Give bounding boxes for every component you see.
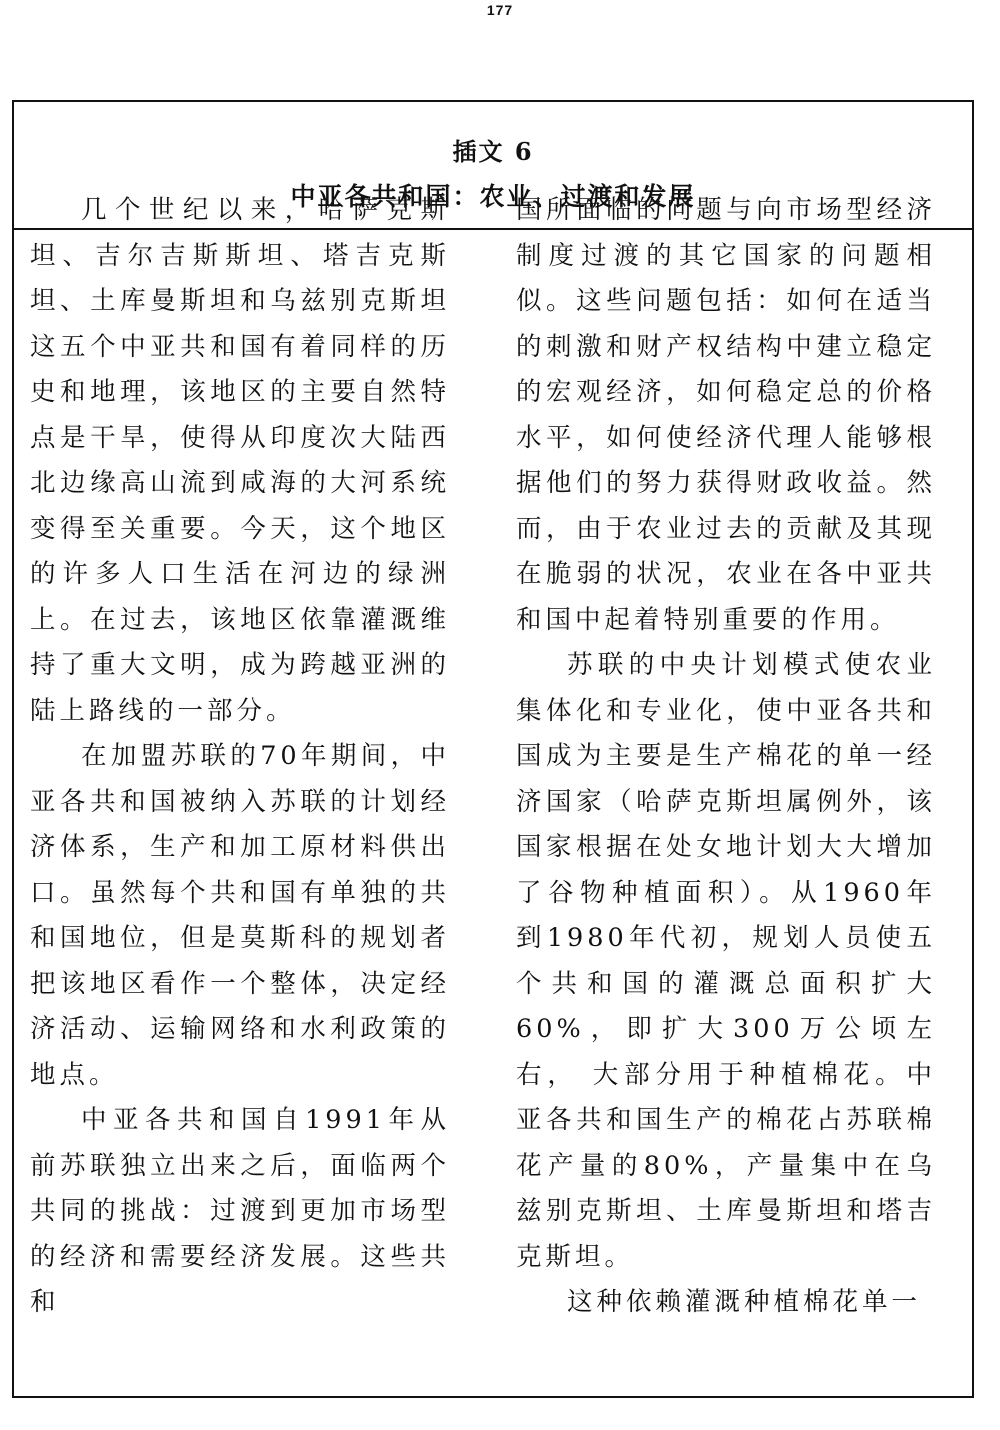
paragraph: 中亚各共和国自1991年从前苏联独立出来之后，面临两个共同的挑战：过渡到更加市场型的经济和需要经济发展。这些共和	[30, 1105, 450, 1317]
paragraph: 在加盟苏联的70年期间，中亚各共和国被纳入苏联的计划经济体系，生产和加工原材料供出口。虽然每个共和国有单独的共和国地位，但是莫斯科的规划者把该地区看作一个整体，决定经济活动、运输网络和水利政策的地点。	[30, 741, 450, 1090]
right-column	[516, 188, 936, 1326]
paragraph: 几个世纪以来，哈萨克斯坦、吉尔吉斯斯坦、塔吉克斯坦、土库曼斯坦和乌兹别克斯坦这五个中亚共和国有着同样的历史和地理，该地区的主要自然特点是干旱，使得从印度次大陆西北边缘高山流到咸海的大河系统变得至关重要。今天，这个地区的许多人口生活在河边的绿洲上。在过去，该地区依靠灌溉维持了重大文明，成为跨越亚洲的陆上路线的一部分。	[30, 195, 450, 726]
page-number: 177	[486, 2, 514, 18]
paragraph: 苏联的中央计划模式使农业集体化和专业化，使中亚各共和国成为主要是生产棉花的单一经济国家（哈萨克斯坦属例外，该国家根据在处女地计划大大增加了谷物种植面积）。从1960年到1980年代初，规划人员使五个共和国的灌溉总面积扩大60%，即扩大300万公顷左右， 大部分用于种植棉花。中亚各共和国生产的棉花占苏联棉花产量的80%，产量集中在乌兹别克斯坦、土库曼斯坦和塔吉克斯坦。	[516, 650, 936, 1272]
box-label: 插文 6	[452, 137, 534, 166]
box-title: 中亚各共和国：农业、过渡和发展	[290, 182, 696, 211]
paragraph: 这种依赖灌溉种植棉花单一	[567, 1287, 922, 1317]
paragraph-continued: 国所面临的问题与向市场型经济制度过渡的其它国家的问题相似。这些问题包括：如何在适当的刺激和财产权结构中建立稳定的宏观经济，如何稳定总的价格水平，如何使经济代理人能够根据他们的努力获得财政收益。然而，由于农业过去的贡献及其现在脆弱的状况，农业在各中亚共和国中起着特别重要的作用。	[516, 195, 936, 635]
left-column	[30, 188, 450, 1326]
